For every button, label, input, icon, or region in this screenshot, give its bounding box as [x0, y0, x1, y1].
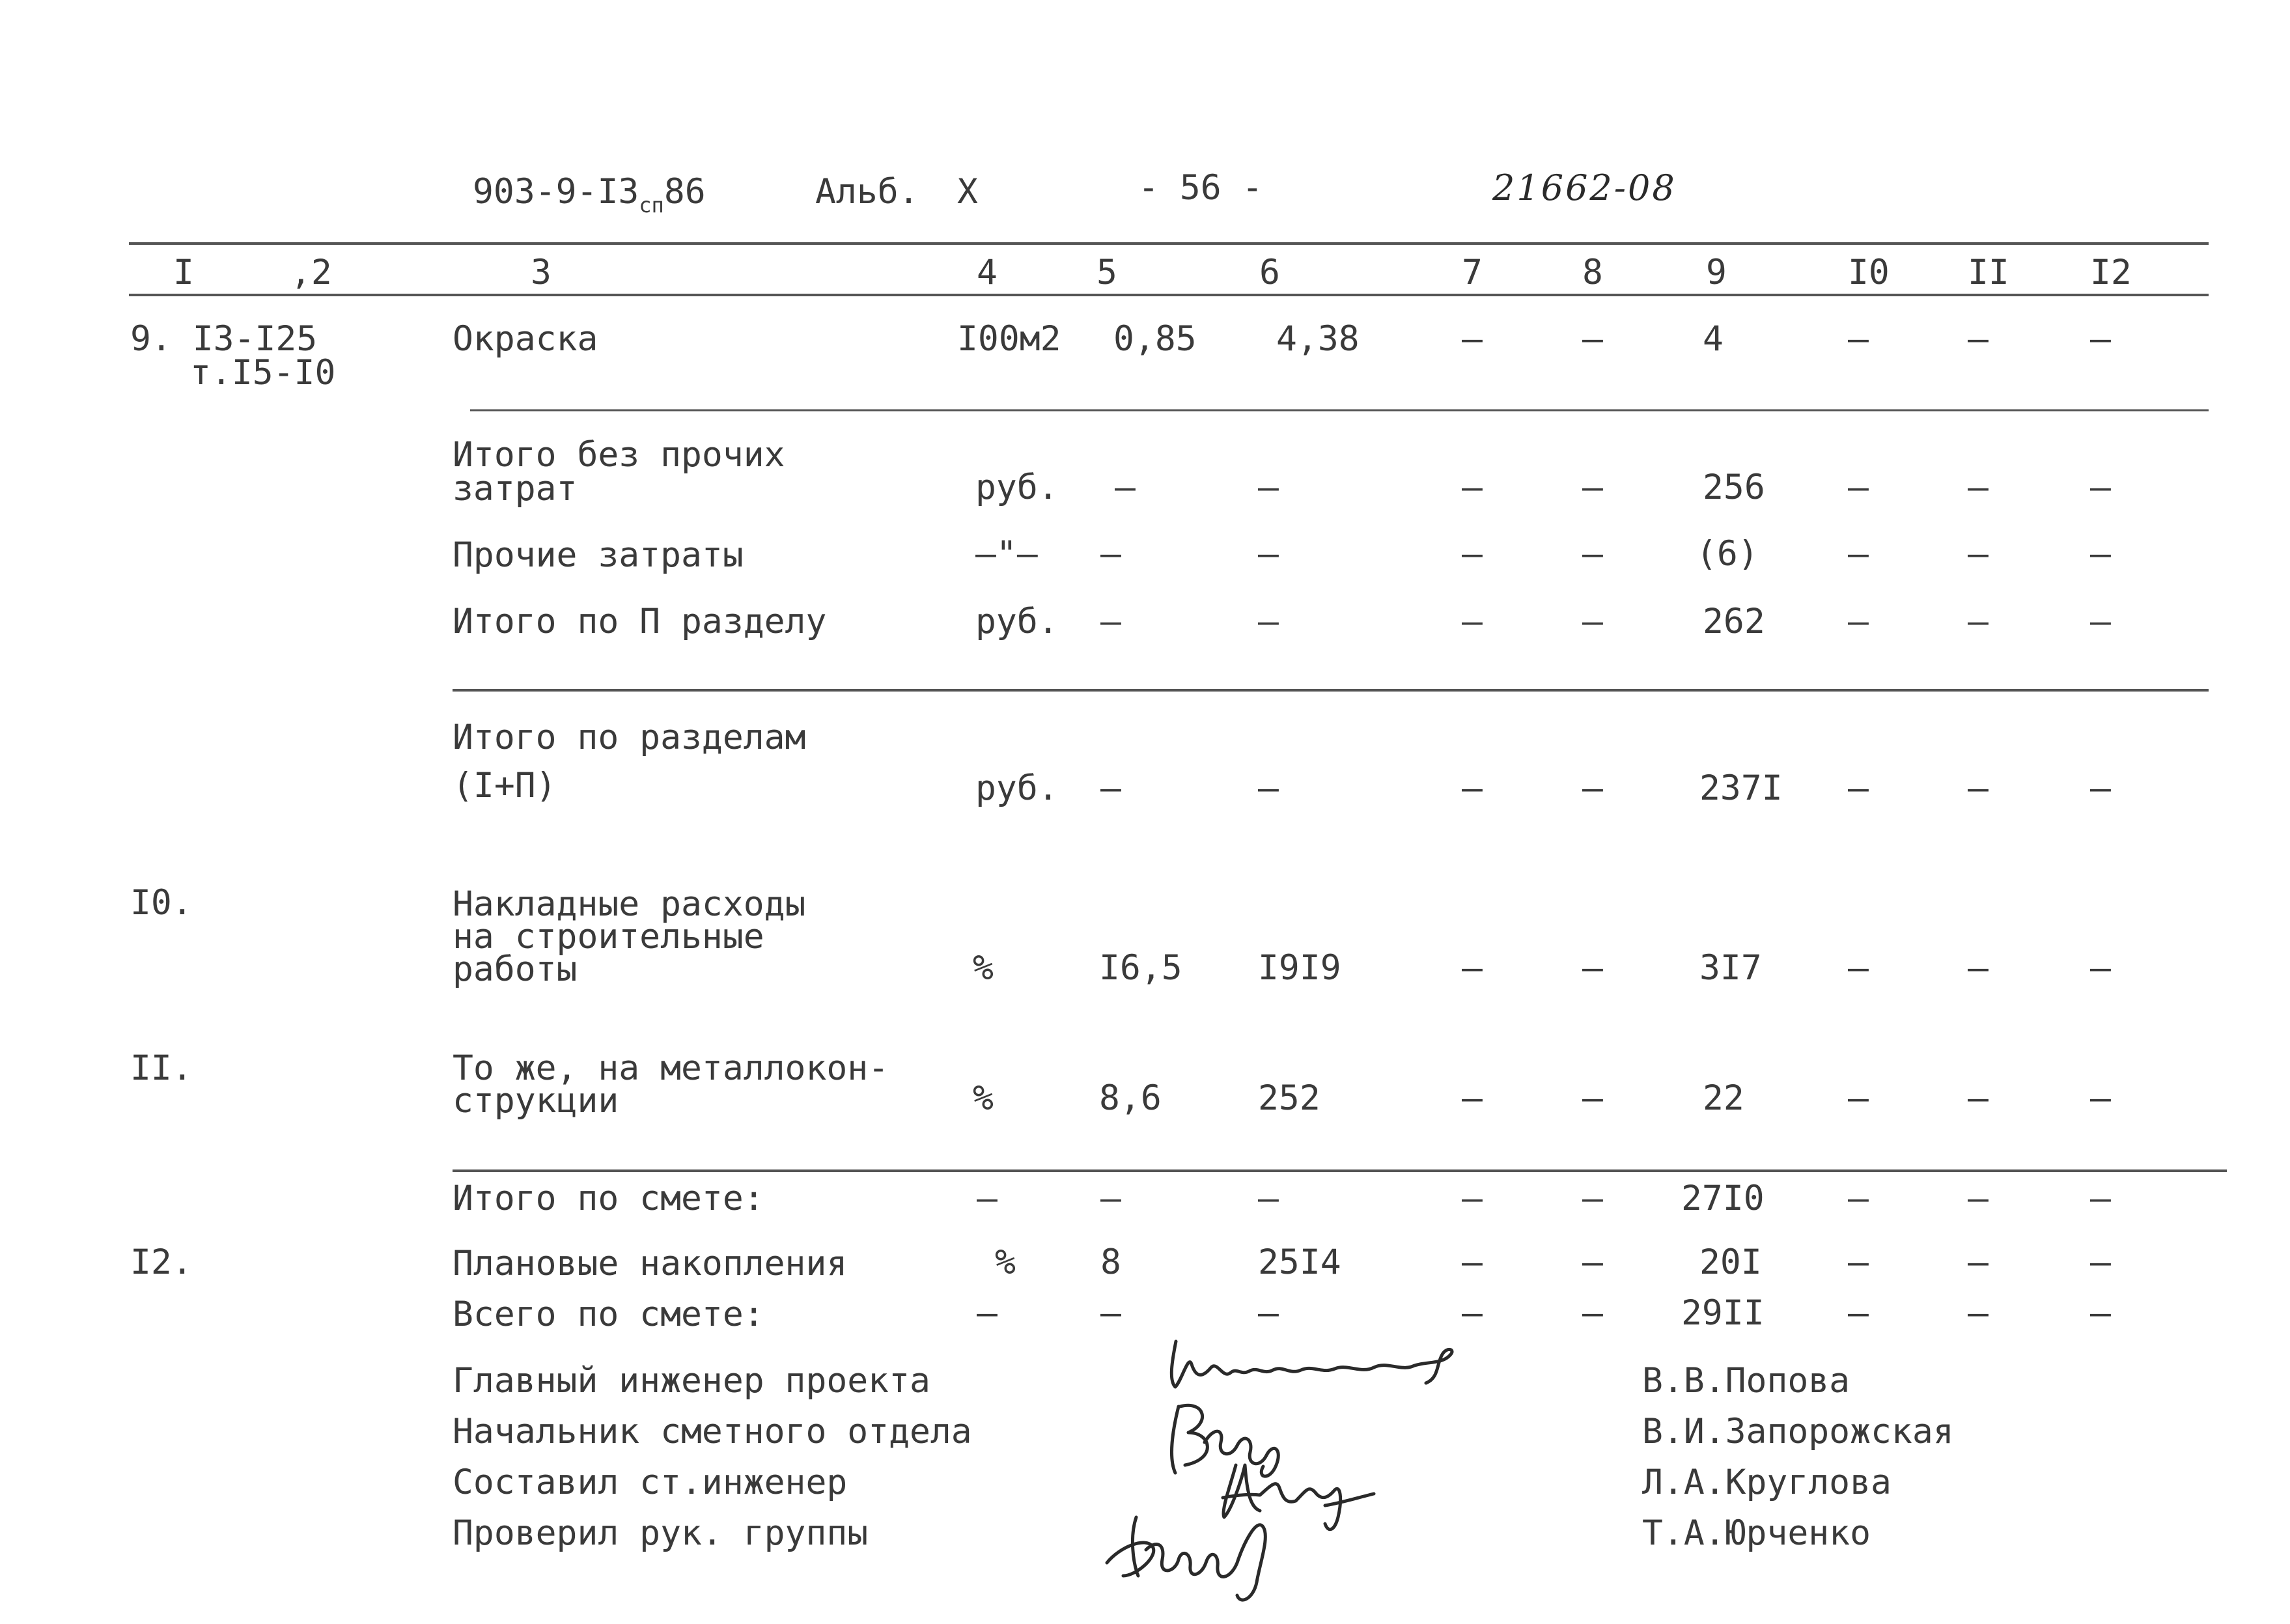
signature-chief-engineer — [1171, 1341, 1452, 1387]
cell-col5: I6,5 — [1099, 948, 1182, 988]
album-label: Альб. — [815, 172, 919, 212]
cell-col8: – — [1582, 1293, 1603, 1333]
cell-col8: – — [1582, 1179, 1603, 1218]
cell-col12: – — [2090, 1078, 2111, 1118]
row-description: Плановые накопления — [453, 1244, 848, 1283]
cell-unit: руб. — [975, 768, 1059, 808]
cell-col9: 237I — [1699, 768, 1783, 808]
cell-unit: – — [977, 1179, 998, 1218]
cell-col12: – — [2090, 1179, 2111, 1218]
cell-col6: – — [1258, 768, 1279, 808]
cell-col7: – — [1462, 468, 1483, 507]
column-header: 5 — [1096, 253, 1117, 292]
cell-col6: – — [1258, 534, 1279, 574]
cell-col10: – — [1848, 1078, 1869, 1118]
cell-col11: – — [1968, 1293, 1989, 1333]
cell-col9: 22 — [1703, 1078, 1744, 1118]
row-description: Итого без прочих — [453, 435, 785, 475]
cell-col11: – — [1968, 1078, 1989, 1118]
column-header: 7 — [1462, 253, 1483, 292]
signatory-role: Главный инженер проекта — [453, 1361, 930, 1401]
page-number: - 56 - — [1138, 168, 1263, 208]
cell-col7: – — [1462, 1293, 1483, 1333]
row-description: затрат — [453, 469, 578, 509]
signatory-name: В.В.Попова — [1642, 1361, 1850, 1401]
cell-col7: – — [1462, 768, 1483, 808]
cell-col11: – — [1968, 1242, 1989, 1282]
cell-col5: – — [1100, 534, 1121, 574]
cell-col5: 8 — [1100, 1242, 1121, 1282]
row-description: Итого по смете: — [453, 1179, 764, 1218]
signature-estimate-head — [1172, 1405, 1279, 1476]
cell-col8: – — [1582, 602, 1603, 641]
cell-col5: – — [1115, 468, 1136, 507]
row-description: Окраска — [453, 319, 598, 359]
column-header: 8 — [1582, 253, 1603, 292]
signature-reviewer — [1107, 1517, 1265, 1600]
cell-col8: – — [1582, 1242, 1603, 1282]
cell-col12: – — [2090, 948, 2111, 988]
signatory-name: Т.А.Юрченко — [1642, 1513, 1871, 1553]
cell-col9: 29II — [1681, 1293, 1765, 1333]
cell-col12: – — [2090, 468, 2111, 507]
cell-unit: % — [995, 1242, 1016, 1282]
cell-col9: 27I0 — [1681, 1179, 1765, 1218]
cell-col7: – — [1462, 1078, 1483, 1118]
album-number: X — [957, 172, 978, 212]
row-number: I2. — [130, 1242, 193, 1282]
cell-col8: – — [1582, 948, 1603, 988]
cell-col7: – — [1462, 534, 1483, 574]
cell-col5: 0,85 — [1113, 319, 1197, 359]
document-code-main: 903-9-I3 — [473, 172, 639, 212]
cell-col11: – — [1968, 948, 1989, 988]
cell-col9: 20I — [1699, 1242, 1762, 1282]
row-description: (I+П) — [453, 766, 557, 805]
cell-col11: – — [1968, 1179, 1989, 1218]
cell-col8: – — [1582, 768, 1603, 808]
cell-col10: – — [1848, 1179, 1869, 1218]
row-description: То же, на металлокон- — [453, 1048, 889, 1088]
row-reference: т.I5-I0 — [190, 353, 336, 393]
cell-col5: 8,6 — [1099, 1078, 1162, 1118]
cell-col9: 3I7 — [1699, 948, 1762, 988]
cell-col11: – — [1968, 534, 1989, 574]
cell-col6: – — [1258, 1179, 1279, 1218]
cell-col7: – — [1462, 1242, 1483, 1282]
signatory-name: В.И.Запорожская — [1642, 1412, 1954, 1451]
cell-col10: – — [1848, 602, 1869, 641]
cell-col8: – — [1582, 319, 1603, 359]
row-description: струкции — [453, 1081, 619, 1121]
cell-col11: – — [1968, 468, 1989, 507]
cell-col7: – — [1462, 319, 1483, 359]
column-header: 9 — [1706, 253, 1727, 292]
row-description: Итого по разделам — [453, 718, 806, 757]
document-code-subscript: сп — [639, 193, 664, 217]
cell-col9: 4 — [1703, 319, 1724, 359]
column-header: II — [1968, 253, 2009, 292]
cell-col10: – — [1848, 319, 1869, 359]
cell-col10: – — [1848, 534, 1869, 574]
cell-unit: руб. — [975, 468, 1059, 507]
cell-col12: – — [2090, 319, 2111, 359]
row-number: II. — [130, 1048, 193, 1088]
cell-col12: – — [2090, 534, 2111, 574]
cell-col9: 262 — [1703, 602, 1765, 641]
cell-col9: (6) — [1696, 534, 1759, 574]
signatory-role: Составил ст.инженер — [453, 1463, 848, 1502]
cell-col6: – — [1258, 602, 1279, 641]
cell-col10: – — [1848, 948, 1869, 988]
cell-col6: – — [1258, 1293, 1279, 1333]
cell-col11: – — [1968, 768, 1989, 808]
column-header: 4 — [977, 253, 998, 292]
cell-col6: 252 — [1258, 1078, 1320, 1118]
cell-col5: – — [1100, 1179, 1121, 1218]
column-header: I2 — [2090, 253, 2132, 292]
cell-col12: – — [2090, 602, 2111, 641]
column-header: I0 — [1848, 253, 1890, 292]
cell-unit: – — [977, 1293, 998, 1333]
signatory-role: Начальник сметного отдела — [453, 1412, 972, 1451]
cell-col11: – — [1968, 319, 1989, 359]
cell-col5: – — [1100, 602, 1121, 641]
row-description: Всего по смете: — [453, 1295, 764, 1334]
cell-col10: – — [1848, 1293, 1869, 1333]
cell-col10: – — [1848, 1242, 1869, 1282]
cell-col7: – — [1462, 1179, 1483, 1218]
row-description: Прочие затраты — [453, 535, 744, 575]
cell-col8: – — [1582, 468, 1603, 507]
cell-col6: I9I9 — [1258, 948, 1341, 988]
cell-unit: I00м2 — [957, 319, 1061, 359]
cell-col5: – — [1100, 1293, 1121, 1333]
signatory-name: Л.А.Круглова — [1642, 1463, 1892, 1502]
column-header: 3 — [531, 253, 552, 292]
column-header: I — [173, 253, 194, 292]
cell-col7: – — [1462, 948, 1483, 988]
cell-col12: – — [2090, 768, 2111, 808]
signatory-role: Проверил рук. группы — [453, 1513, 869, 1553]
column-header: 6 — [1259, 253, 1280, 292]
row-number: I0. — [130, 883, 193, 923]
cell-col12: – — [2090, 1293, 2111, 1333]
cell-col12: – — [2090, 1242, 2111, 1282]
row-description: Накладные расходы — [453, 884, 806, 924]
cell-unit: руб. — [975, 602, 1059, 641]
cell-col7: – — [1462, 602, 1483, 641]
column-header: ,2 — [290, 253, 332, 292]
row-description: Итого по П разделу — [453, 602, 827, 641]
signature-compiler — [1223, 1465, 1374, 1530]
document-code-year: 86 — [663, 172, 706, 212]
cell-col8: – — [1582, 1078, 1603, 1118]
cell-col6: – — [1258, 468, 1279, 507]
cell-col10: – — [1848, 768, 1869, 808]
cell-col10: – — [1848, 468, 1869, 507]
cell-unit: % — [973, 948, 994, 988]
row-description: работы — [453, 949, 578, 989]
archive-stamp: 21662-08 — [1492, 167, 1677, 208]
cell-unit: % — [973, 1078, 994, 1118]
cell-col6: 4,38 — [1276, 319, 1360, 359]
cell-col6: 25I4 — [1258, 1242, 1341, 1282]
cell-col9: 256 — [1703, 468, 1765, 507]
cell-col8: – — [1582, 534, 1603, 574]
row-number: 9. I3-I25 — [130, 319, 318, 359]
cell-unit: –"– — [975, 534, 1038, 574]
cell-col5: – — [1100, 768, 1121, 808]
cell-col11: – — [1968, 602, 1989, 641]
row-description: на строительные — [453, 917, 764, 957]
